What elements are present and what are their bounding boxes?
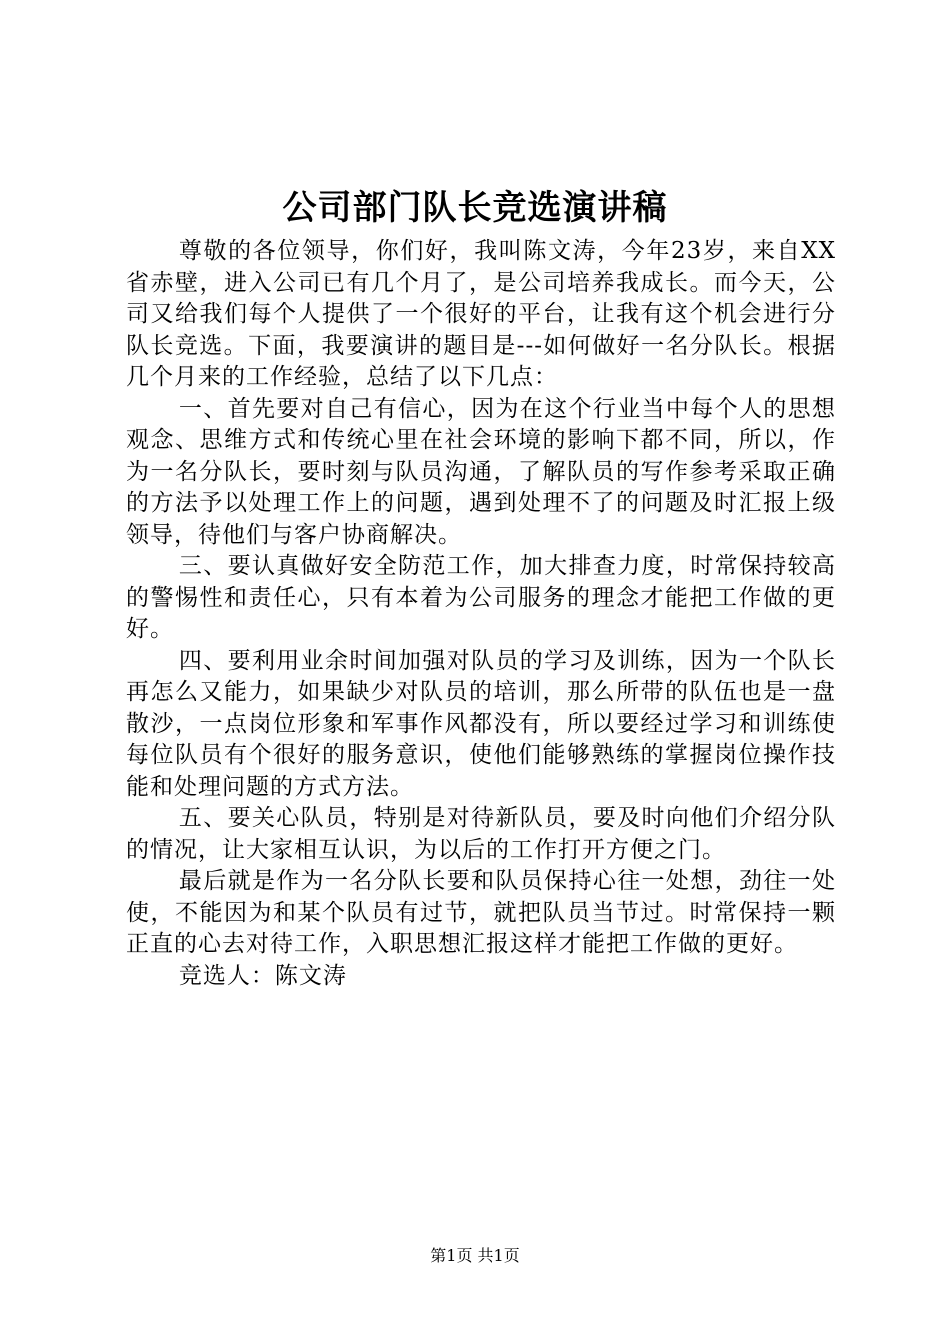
document-body [126, 236, 836, 992]
paragraph-greeting: 尊敬的各位领导，你们好，我叫陈文涛，今年23岁，来自XX省赤壁，进入公司已有几个月了，是公司培养我成长。而今天，公司又给我们每个人提供了一个很好的平台，让我有这个机会进行分队长竞选。下面，我要演讲的题目是---如何做好一名分队长。根据几个月来的工作经验，总结了以下几点： [126, 238, 836, 390]
paragraph-point-four: 四、要利用业余时间加强对队员的学习及训练，因为一个队长再怎么又能力，如果缺少对队员的培训，那么所带的队伍也是一盘散沙，一点岗位形象和军事作风都没有，所以要经过学习和训练使每位队员有个很好的服务意识，使他们能够熟练的掌握岗位操作技能和处理问题的方式方法。 [126, 647, 836, 800]
paragraph-point-three: 三、要认真做好安全防范工作，加大排查力度，时常保持较高的警惕性和责任心，只有本着为公司服务的理念才能把工作做的更好。 [126, 553, 836, 642]
page-title: 公司部门队长竞选演讲稿 [282, 188, 668, 228]
paragraph-point-five: 五、要关心队员，特别是对待新队员，要及时向他们介绍分队的情况，让大家相互认识，为以后的工作打开方便之门。 [126, 805, 836, 863]
paragraph-point-one: 一、首先要对自己有信心，因为在这个行业当中每个人的思想观念、思维方式和传统心里在社会环境的影响下都不同，所以，作为一名分队长，要时刻与队员沟通，了解队员的写作参考采取正确的方法予以处理工作上的问题，遇到处理不了的问题及时汇报上级领导，待他们与客户协商解决。 [126, 395, 836, 548]
page-footer: 第1页 共1页 [430, 1246, 520, 1265]
paragraph-conclusion: 最后就是作为一名分队长要和队员保持心往一处想，劲往一处使，不能因为和某个队员有过节，就把队员当节过。时常保持一颗正直的心去对待工作，入职思想汇报这样才能把工作做的更好。 [126, 868, 836, 957]
candidate-signature: 竞选人：陈文涛 [178, 962, 347, 989]
